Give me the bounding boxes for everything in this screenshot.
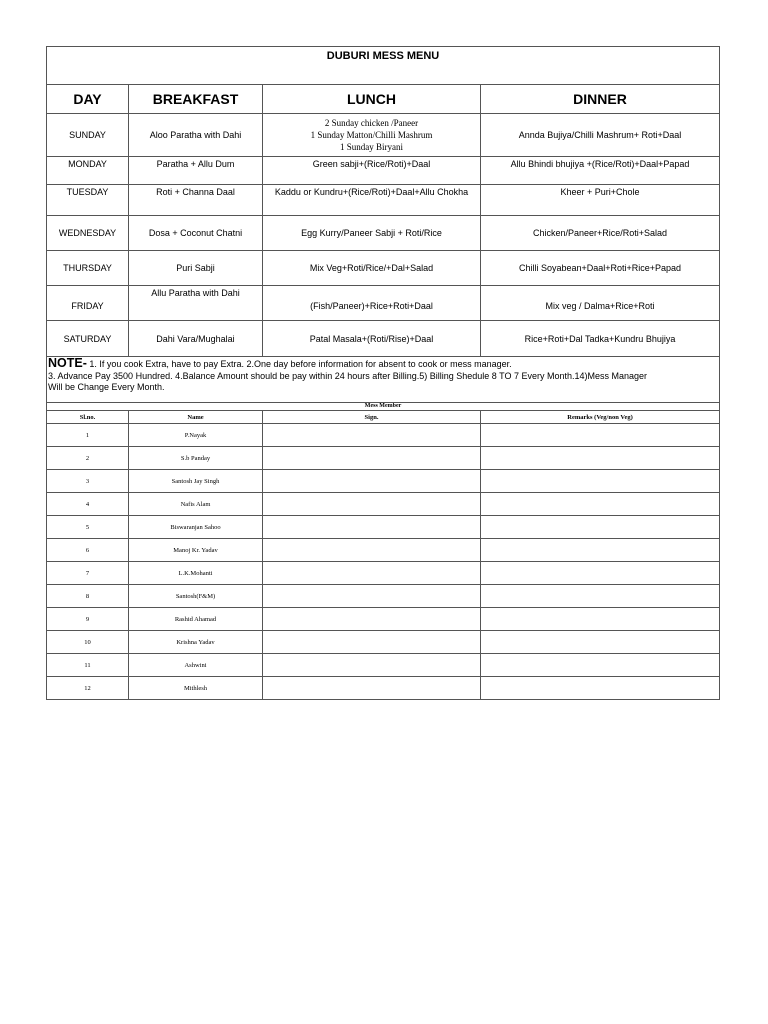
sign-cell[interactable]	[263, 677, 481, 700]
sign-cell[interactable]	[263, 585, 481, 608]
note-line-1	[48, 358, 719, 371]
breakfast-cell: Dahi Vara/Mughalai	[129, 321, 263, 357]
day-cell: TUESDAY	[47, 185, 129, 216]
slno-cell: 8	[47, 585, 129, 608]
remarks-cell[interactable]	[481, 424, 720, 447]
header-lunch: LUNCH	[263, 85, 481, 114]
remarks-cell[interactable]	[481, 608, 720, 631]
day-cell: WEDNESDAY	[47, 216, 129, 251]
day-cell: MONDAY	[47, 157, 129, 185]
remarks-cell[interactable]	[481, 447, 720, 470]
breakfast-cell: Dosa + Coconut Chatni	[129, 216, 263, 251]
name-cell: Nafis Alam	[129, 493, 263, 516]
header-name: Name	[129, 411, 263, 424]
lunch-cell: Kaddu or Kundru+(Rice/Roti)+Daal+Allu Chokha	[263, 185, 481, 216]
sign-cell[interactable]	[263, 539, 481, 562]
menu-row-monday	[47, 157, 720, 185]
lunch-cell: Patal Masala+(Roti/Rise)+Daal	[263, 321, 481, 357]
table-row	[47, 631, 720, 654]
slno-cell: 9	[47, 608, 129, 631]
remarks-cell[interactable]	[481, 585, 720, 608]
breakfast-cell: Paratha + Allu Dum	[129, 157, 263, 185]
remarks-cell[interactable]	[481, 631, 720, 654]
menu-row-thursday	[47, 251, 720, 286]
header-sign: Sign.	[263, 411, 481, 424]
breakfast-cell: Aloo Paratha with Dahi	[129, 114, 263, 157]
lunch-cell: (Fish/Paneer)+Rice+Roti+Daal	[263, 286, 481, 321]
header-day: DAY	[47, 85, 129, 114]
day-cell: SUNDAY	[47, 114, 129, 157]
mess-menu-table	[46, 46, 720, 357]
name-cell: L.K.Mohanti	[129, 562, 263, 585]
menu-row-friday	[47, 286, 720, 321]
table-row	[47, 608, 720, 631]
table-row	[47, 539, 720, 562]
menu-row-saturday	[47, 321, 720, 357]
remarks-cell[interactable]	[481, 654, 720, 677]
remarks-cell[interactable]	[481, 539, 720, 562]
header-breakfast: BREAKFAST	[129, 85, 263, 114]
lunch-line: 1 Sunday Matton/Chilli Mashrum	[310, 130, 433, 140]
name-cell: Santosh(F&M)	[129, 585, 263, 608]
slno-cell: 12	[47, 677, 129, 700]
table-row	[47, 654, 720, 677]
slno-cell: 7	[47, 562, 129, 585]
sign-cell[interactable]	[263, 424, 481, 447]
table-row	[47, 562, 720, 585]
lunch-cell: Egg Kurry/Paneer Sabji + Roti/Rice	[263, 216, 481, 251]
name-cell: Rashid Ahamad	[129, 608, 263, 631]
lunch-cell: Mix Veg+Roti/Rice/+Dal+Salad	[263, 251, 481, 286]
day-cell: FRIDAY	[47, 286, 129, 321]
name-cell: Biswaranjan Sahoo	[129, 516, 263, 539]
mess-member-title: Mess Member	[47, 403, 720, 411]
dinner-cell: Annda Bujiya/Chilli Mashrum+ Roti+Daal	[481, 114, 720, 157]
lunch-cell	[263, 114, 481, 157]
table-row	[47, 493, 720, 516]
table-row	[47, 585, 720, 608]
sign-cell[interactable]	[263, 493, 481, 516]
slno-cell: 11	[47, 654, 129, 677]
slno-cell: 6	[47, 539, 129, 562]
sign-cell[interactable]	[263, 608, 481, 631]
slno-cell: 10	[47, 631, 129, 654]
header-row	[47, 85, 720, 114]
sign-cell[interactable]	[263, 470, 481, 493]
lunch-cell: Green sabji+(Rice/Roti)+Daal	[263, 157, 481, 185]
note-block	[46, 357, 720, 403]
note-line-3: Will be Change Every Month.	[48, 382, 165, 392]
lunch-line: 1 Sunday Biryani	[340, 142, 403, 152]
menu-row-tuesday	[47, 185, 720, 216]
dinner-cell: Rice+Roti+Dal Tadka+Kundru Bhujiya	[481, 321, 720, 357]
remarks-cell[interactable]	[481, 562, 720, 585]
day-cell: SATURDAY	[47, 321, 129, 357]
dinner-cell: Chilli Soyabean+Daal+Roti+Rice+Papad	[481, 251, 720, 286]
note-label: NOTE-	[48, 356, 87, 370]
breakfast-cell: Allu Paratha with Dahi	[129, 286, 263, 321]
sign-cell[interactable]	[263, 447, 481, 470]
day-cell: THURSDAY	[47, 251, 129, 286]
sign-cell[interactable]	[263, 562, 481, 585]
sign-cell[interactable]	[263, 654, 481, 677]
menu-title: DUBURI MESS MENU	[47, 47, 720, 80]
slno-cell: 4	[47, 493, 129, 516]
table-row	[47, 424, 720, 447]
dinner-cell: Kheer + Puri+Chole	[481, 185, 720, 216]
remarks-cell[interactable]	[481, 470, 720, 493]
mess-member-table	[46, 403, 720, 700]
table-row	[47, 677, 720, 700]
table-row	[47, 516, 720, 539]
slno-cell: 5	[47, 516, 129, 539]
dinner-cell: Mix veg / Dalma+Rice+Roti	[481, 286, 720, 321]
name-cell: Santosh Jay Singh	[129, 470, 263, 493]
dinner-cell: Chicken/Paneer+Rice/Roti+Salad	[481, 216, 720, 251]
sign-cell[interactable]	[263, 516, 481, 539]
dinner-cell: Allu Bhindi bhujiya +(Rice/Roti)+Daal+Papad	[481, 157, 720, 185]
breakfast-cell: Roti + Channa Daal	[129, 185, 263, 216]
note-line-2: 3. Advance Pay 3500 Hundred. 4.Balance Amount should be pay within 24 hours after Billing.5) Billing Shedule 8 TO 7 Every Month.14)Mess Manager	[48, 370, 648, 381]
header-dinner: DINNER	[481, 85, 720, 114]
slno-cell: 2	[47, 447, 129, 470]
remarks-cell[interactable]	[481, 516, 720, 539]
remarks-cell[interactable]	[481, 493, 720, 516]
name-cell: Ashwini	[129, 654, 263, 677]
mess-member-header-row	[47, 411, 720, 424]
title-row	[47, 47, 720, 80]
slno-cell: 3	[47, 470, 129, 493]
lunch-line: 2 Sunday chicken /Paneer	[324, 118, 419, 128]
sign-cell[interactable]	[263, 631, 481, 654]
header-slno: Sl.no.	[47, 411, 129, 424]
mess-member-title-row	[47, 403, 720, 411]
breakfast-cell: Puri Sabji	[129, 251, 263, 286]
table-row	[47, 470, 720, 493]
menu-row-wednesday	[47, 216, 720, 251]
header-remarks: Remarks (Veg/non Veg)	[481, 411, 720, 424]
slno-cell: 1	[47, 424, 129, 447]
name-cell: P.Nayak	[129, 424, 263, 447]
name-cell: Manoj Kr. Yadav	[129, 539, 263, 562]
remarks-cell[interactable]	[481, 677, 720, 700]
name-cell: Mithlesh	[129, 677, 263, 700]
mess-menu-sheet	[46, 46, 719, 700]
name-cell: Krishna Yadav	[129, 631, 263, 654]
menu-row-sunday	[47, 114, 720, 157]
note-text-1: 1. If you cook Extra, have to pay Extra. 2.One day before information for absent to cook or mess manager.	[86, 359, 512, 369]
name-cell: S.b Panday	[129, 447, 263, 470]
table-row	[47, 447, 720, 470]
